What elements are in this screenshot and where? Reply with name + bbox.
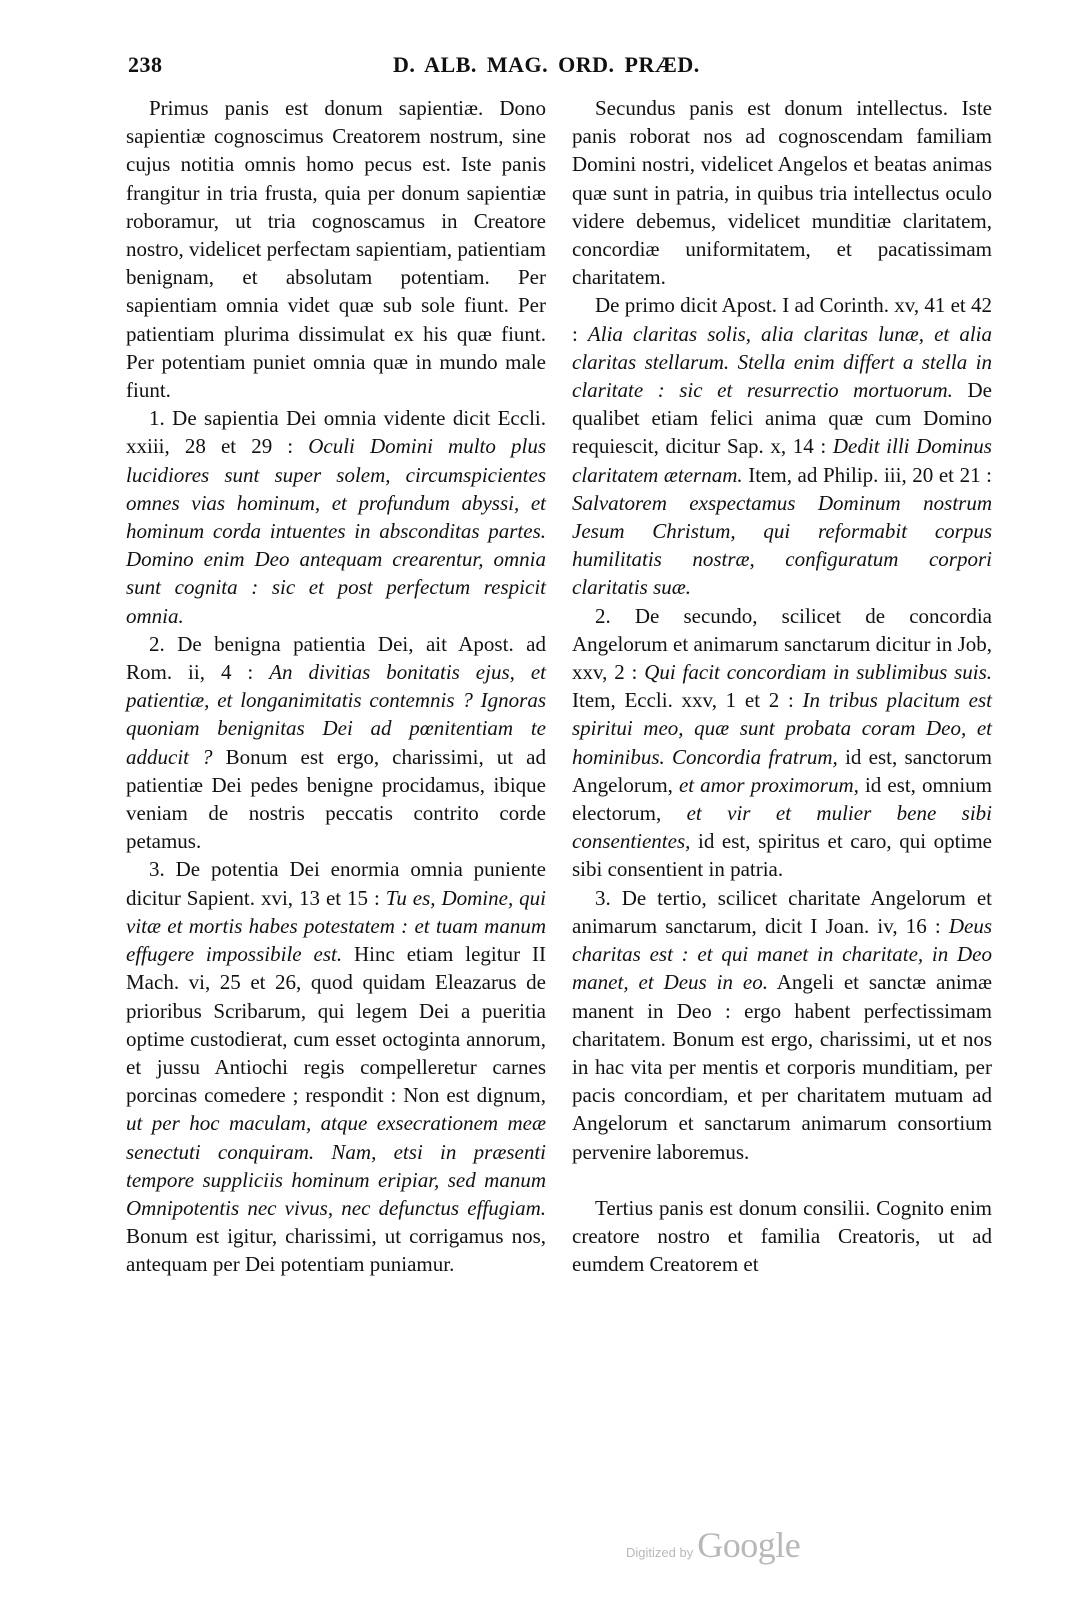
text-segment: id est, omnium electorum, <box>572 772 992 826</box>
italic-quotation: Tu es, Domine, qui vitæ et mortis habes potestatem : et tuam manum effugere impossibile est. <box>126 885 546 967</box>
text-segment: Secundus panis est donum intellectus. Iste panis roborat nos ad cognoscendam familiam Domini nostri, videlicet Angelos et beatas animas quæ sunt in patria, in quibus tria intellectus oculo videre debemus, videlicet munditiæ claritatem, concordiæ uniformitatem, et pacatissimam charitatem. <box>572 96 992 290</box>
italic-quotation: In tribus placitum est spiritui meo, quæ sunt probata coram Deo, et hominibus. Concordia fratrum, <box>572 688 993 769</box>
text-segment: Bonum est igitur, charissimi, ut corrigamus nos, antequam per Dei potentiam puniamur. <box>126 1224 546 1277</box>
text-segment: Hinc etiam legitur II Mach. vi, 25 et 26, quod quidam Eleazarus de prioribus Scribarum, qui legem Dei a pueritia optime custodierat, cum esset octoginta annorum, et jussu Antiochi regis compelleretur carnes porcinas comedere ; respondit : Non est dignum, <box>126 942 546 1108</box>
paragraph <box>572 884 992 1166</box>
google-logo: Google <box>697 1525 801 1565</box>
italic-quotation: Dedit illi Dominus claritatem æternam. <box>572 434 992 487</box>
text-segment: 3. De tertio, scilicet charitate Angelorum et animarum sanctarum, dicit I Joan. iv, 16 : <box>572 885 992 938</box>
italic-quotation: Oculi Domini multo plus lucidiores sunt super solem, circumspicientes omnes vias hominum, et profundum abyssi, et hominum corda intuentes in absconditas partes. Domino enim Deo antequam crearentur, omnia sunt cognita : sic et post perfectum respicit omnia. <box>126 434 546 628</box>
left-column <box>126 94 546 1279</box>
text-segment: Angeli et sanctæ animæ manent in Deo : ergo habent perfectissimam charitatem. Bonum est ergo, charissimi, ut et nos in hac vita per mentis et corporis munditiam, per pacis concordiam, et per charitatem mutuam ad Angelorum et sanctarum animarum consortium pervenire laboremus. <box>572 970 992 1164</box>
page-number: 238 <box>128 52 163 77</box>
italic-quotation: An divitias bonitatis ejus, et patientiæ, et longanimitatis contemnis ? Ignoras quoniam benignitas Dei ad pœnitentiam te adducit ? <box>126 660 546 769</box>
italic-quotation: Deus charitas est : et qui manet in charitate, in Deo manet, et Deus in eo. <box>572 913 992 995</box>
running-head <box>128 52 991 86</box>
text-segment: Item, Eccli. xxv, 1 et 2 : <box>572 688 803 713</box>
running-title: D. ALB. MAG. ORD. PRÆD. <box>393 52 700 77</box>
text-segment: Primus panis est donum sapientiæ. Dono sapientiæ cognoscimus Creatorem nostrum, sine cujus notitia omnis homo pecus est. Iste panis frangitur in tria frusta, quia per donum sapientiæ roboramur, ut tria cognoscamus in Creatore nostro, videlicet perfectam sapientiam, patientiam benignam, et absolutam potentiam. Per sapientiam omnia videt quæ sub sole fiunt. Per patientiam plurima dissimulat ex his quæ fiunt. Per potentiam puniet omnia quæ in mundo male fiunt. <box>126 96 546 403</box>
italic-quotation: ut per hoc maculam, atque exsecrationem meæ senectuti conquiram. Nam, etsi in præsenti tempore suppliciis hominum eripiar, sed manum Omnipotentis nec vivus, nec defunctus effugiam. <box>126 1111 546 1220</box>
text-segment: 2. De secundo, scilicet de concordia Angelorum et animarum sanctarum dicitur in Job, xxv, 2 : <box>572 603 992 685</box>
paragraph <box>572 291 992 601</box>
paragraph <box>572 602 992 884</box>
digitized-watermark <box>626 1524 800 1566</box>
text-segment: 2. De benigna patientia Dei, ait Apost. ad Rom. ii, 4 : <box>126 631 546 685</box>
italic-quotation: et vir et mulier bene sibi consentientes, <box>572 801 992 854</box>
text-segment: De primo dicit Apost. I ad Corinth. xv, 41 et 42 : <box>572 293 993 346</box>
digitized-label: Digitized by <box>626 1545 694 1560</box>
text-segment: 3. De potentia Dei enormia omnia puniente dicitur Sapient. xvi, 13 et 15 : <box>126 857 546 910</box>
paragraph <box>572 1194 992 1279</box>
italic-quotation: Salvatorem exspectamus Dominum nostrum Jesum Christum, qui reformabit corpus humilitatis nostræ, configuratum corpori claritatis suæ. <box>572 490 992 600</box>
text-segment: Bonum est ergo, charissimi, ut ad patientiæ Dei pedes benigne procidamus, ibique veniam de nostris peccatis contrito corde petamus. <box>126 744 547 854</box>
italic-quotation: Qui facit concordiam in sublimibus suis. <box>644 660 992 685</box>
paragraph <box>126 94 546 404</box>
italic-quotation: Alia claritas solis, alia claritas lunæ, et alia claritas stellarum. Stella enim differt a stella in claritate : sic et resurrectio mortuorum. <box>572 321 992 403</box>
text-segment: Item, ad Philip. iii, 20 et 21 : <box>742 462 992 487</box>
text-segment: 1. De sapientia Dei omnia vidente dicit Eccli. xxiii, 28 et 29 : <box>126 406 546 459</box>
text-segment: id est, spiritus et caro, qui optime sibi consentient in patria. <box>572 829 992 882</box>
paragraph <box>126 404 546 630</box>
right-column <box>572 94 992 1278</box>
paragraph <box>126 855 546 1278</box>
paragraph <box>572 94 992 291</box>
text-segment: id est, sanctorum Angelorum, <box>572 744 993 797</box>
italic-quotation: et amor proximorum, <box>678 772 859 797</box>
paragraph <box>126 630 546 856</box>
text-segment: Tertius panis est donum consilii. Cognito enim creatore nostro et familia Creatoris, ut ad eumdem Creatorem et <box>572 1195 992 1277</box>
text-segment: De qualibet etiam felici anima quæ cum Domino requiescit, dicitur Sap. x, 14 : <box>572 378 992 459</box>
